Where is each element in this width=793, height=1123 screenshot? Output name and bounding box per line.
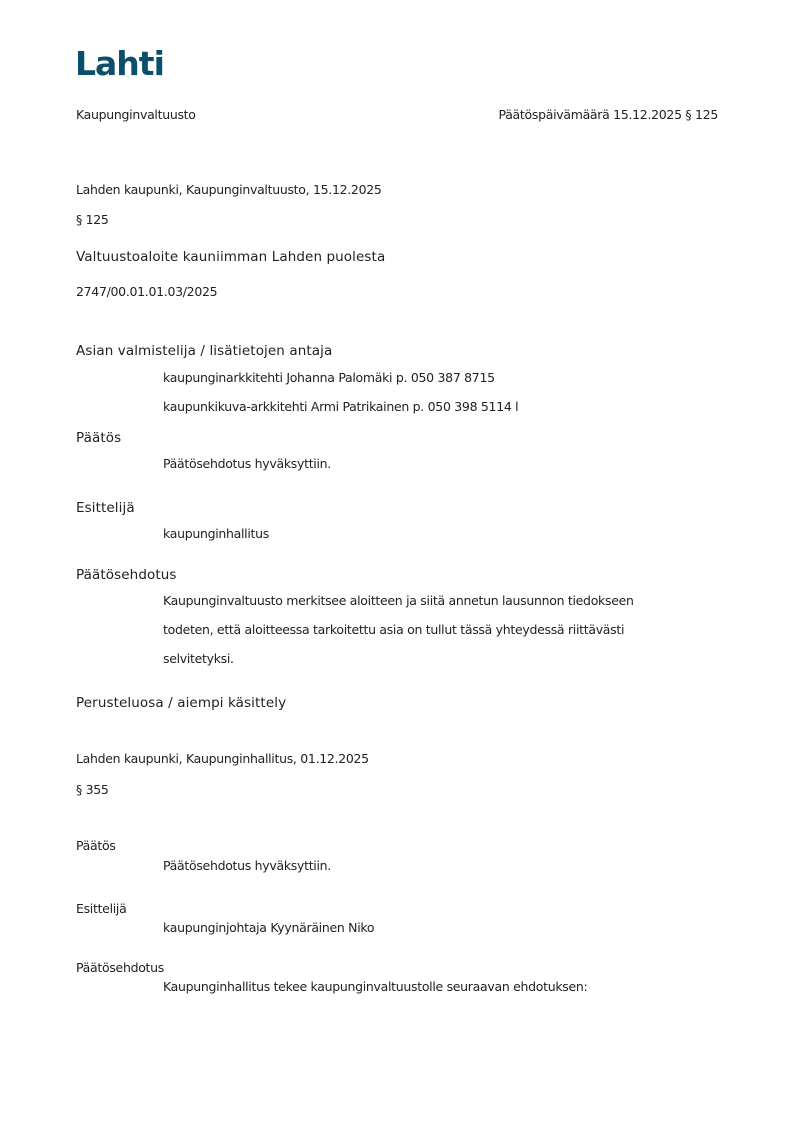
proposal-line: selvitetyksi. xyxy=(163,651,234,666)
preparer-line: kaupunginarkkitehti Johanna Palomäki p. 050 387 8715 xyxy=(163,370,495,385)
previous-presenter-heading: Esittelijä xyxy=(76,901,127,916)
subject-title: Valtuustoaloite kauniimman Lahden puolesta xyxy=(76,249,386,265)
preparer-line: kaupunkikuva-arkkitehti Armi Patrikainen p. 050 398 5114 l xyxy=(163,399,519,414)
previous-section-number: § 355 xyxy=(76,782,109,797)
proposal-line: todeten, että aloitteessa tarkoitettu asia on tullut tässä yhteydessä riittävästi xyxy=(163,622,625,637)
presenter-text: kaupunginhallitus xyxy=(163,526,269,541)
decision-date: Päätöspäivämäärä 15.12.2025 § 125 xyxy=(498,107,718,122)
lahti-logo: Lahti xyxy=(75,44,164,83)
meeting-title: Lahden kaupunki, Kaupunginvaltuusto, 15.12.2025 xyxy=(76,182,382,197)
previous-proposal-heading: Päätösehdotus xyxy=(76,960,164,975)
preparers-heading: Asian valmistelija / lisätietojen antaja xyxy=(76,343,333,359)
presenter-heading: Esittelijä xyxy=(76,500,135,516)
previous-decision-heading: Päätös xyxy=(76,838,116,853)
record-id: 2747/00.01.01.03/2025 xyxy=(76,284,218,299)
section-number: § 125 xyxy=(76,212,109,227)
previous-presenter-text: kaupunginjohtaja Kyynäräinen Niko xyxy=(163,920,375,935)
organ-name: Kaupunginvaltuusto xyxy=(76,107,196,122)
decision-heading: Päätös xyxy=(76,430,122,446)
proposal-heading: Päätösehdotus xyxy=(76,567,177,583)
background-heading: Perusteluosa / aiempi käsittely xyxy=(76,695,287,711)
previous-proposal-text: Kaupunginhallitus tekee kaupunginvaltuustolle seuraavan ehdotuksen: xyxy=(163,979,588,994)
previous-decision-text: Päätösehdotus hyväksyttiin. xyxy=(163,858,331,873)
proposal-line: Kaupunginvaltuusto merkitsee aloitteen ja siitä annetun lausunnon tiedokseen xyxy=(163,593,634,608)
decision-text: Päätösehdotus hyväksyttiin. xyxy=(163,456,331,471)
previous-meeting-title: Lahden kaupunki, Kaupunginhallitus, 01.12.2025 xyxy=(76,751,369,766)
